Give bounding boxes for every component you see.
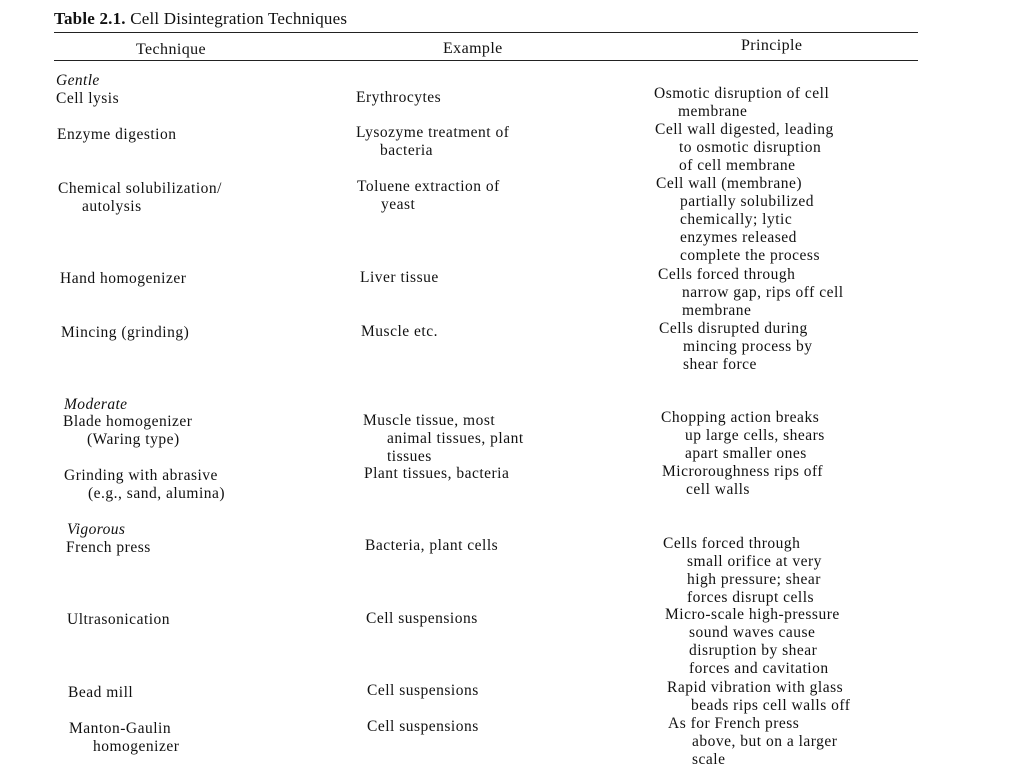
principle-line: chemically; lytic (680, 211, 793, 228)
technique-cell (69, 720, 179, 756)
technique-line: autolysis (82, 198, 142, 215)
technique-line: Blade homogenizer (63, 413, 193, 430)
principle-line: As for French press (668, 715, 800, 732)
header-rule (54, 60, 918, 61)
principle-cell (655, 121, 834, 175)
principle-line: membrane (682, 302, 752, 319)
technique-line: Mincing (grinding) (61, 324, 190, 341)
technique-cell (68, 684, 133, 702)
principle-line: enzymes released (680, 229, 797, 246)
principle-line: complete the process (680, 247, 820, 264)
technique-line: homogenizer (93, 738, 180, 755)
principle-line: of cell membrane (679, 157, 796, 174)
principle-line: beads rips cell walls off (691, 697, 851, 714)
principle-line: membrane (678, 103, 748, 120)
example-line: Muscle etc. (361, 323, 438, 340)
principle-cell (667, 679, 850, 715)
technique-line: Hand homogenizer (60, 270, 187, 287)
category-vigorous: Vigorous (67, 521, 126, 538)
principle-line: Microroughness rips off (662, 463, 824, 480)
technique-line: Chemical solubilization/ (58, 180, 222, 197)
table-number: Table 2.1. (54, 9, 126, 28)
principle-line: partially solubilized (680, 193, 815, 210)
example-cell (367, 718, 479, 736)
principle-line: forces disrupt cells (687, 589, 815, 606)
principle-cell (665, 606, 840, 678)
technique-cell (67, 611, 170, 629)
principle-line: Osmotic disruption of cell (654, 85, 830, 102)
example-line: Plant tissues, bacteria (364, 465, 510, 482)
example-cell (360, 269, 439, 287)
technique-line: Bead mill (68, 684, 134, 701)
principle-line: cell walls (686, 481, 750, 498)
principle-line: apart smaller ones (685, 445, 807, 462)
principle-line: Cells forced through (658, 266, 796, 283)
example-cell (365, 537, 498, 555)
principle-line: above, but on a larger (692, 733, 838, 750)
principle-line: small orifice at very (687, 553, 822, 570)
technique-cell (66, 539, 151, 557)
example-line: Lysozyme treatment of (356, 124, 510, 141)
example-line: Muscle tissue, most (363, 412, 496, 429)
example-cell (363, 412, 524, 466)
principle-line: Cells disrupted during (659, 320, 808, 337)
technique-line: Manton-Gaulin (69, 720, 172, 737)
technique-cell (58, 180, 222, 216)
example-line: Bacteria, plant cells (365, 537, 499, 554)
principle-cell (659, 320, 813, 374)
example-cell (356, 89, 441, 107)
example-cell (361, 323, 438, 341)
principle-cell (654, 85, 829, 121)
table-title: Cell Disintegration Techniques (130, 9, 348, 28)
example-cell (356, 124, 509, 160)
technique-line: Enzyme digestion (57, 126, 177, 143)
principle-line: Cell wall (membrane) (656, 175, 803, 192)
top-rule (54, 32, 918, 33)
technique-line: Cell lysis (56, 90, 120, 107)
technique-cell (56, 90, 119, 108)
example-line: Cell suspensions (367, 682, 479, 699)
principle-line: Cell wall digested, leading (655, 121, 834, 138)
technique-cell (61, 324, 189, 342)
example-cell (367, 682, 479, 700)
principle-line: Rapid vibration with glass (667, 679, 844, 696)
principle-line: disruption by shear (689, 642, 818, 659)
header-principle: Principle (741, 37, 803, 54)
technique-line: French press (66, 539, 151, 556)
example-line: Cell suspensions (366, 610, 478, 627)
header-technique: Technique (136, 41, 207, 58)
technique-line: Grinding with abrasive (64, 467, 218, 484)
example-line: yeast (381, 196, 416, 213)
example-cell (366, 610, 478, 628)
category-gentle: Gentle (56, 72, 100, 89)
header-example: Example (443, 40, 503, 57)
technique-cell (60, 270, 186, 288)
example-cell (364, 465, 509, 483)
table-caption (54, 10, 347, 28)
principle-line: Micro-scale high-pressure (665, 606, 840, 623)
example-line: Cell suspensions (367, 718, 479, 735)
principle-cell (662, 463, 823, 499)
technique-cell (57, 126, 177, 144)
principle-line: narrow gap, rips off cell (682, 284, 844, 301)
principle-line: to osmotic disruption (679, 139, 822, 156)
example-line: tissues (387, 448, 432, 465)
principle-line: forces and cavitation (689, 660, 829, 677)
principle-cell (663, 535, 822, 607)
principle-line: up large cells, shears (685, 427, 825, 444)
principle-line: Chopping action breaks (661, 409, 820, 426)
example-line: animal tissues, plant (387, 430, 524, 447)
principle-cell (661, 409, 825, 463)
principle-line: high pressure; shear (687, 571, 821, 588)
technique-line: (e.g., sand, alumina) (88, 485, 226, 502)
principle-line: shear force (683, 356, 757, 373)
technique-cell (64, 467, 225, 503)
technique-line: (Waring type) (87, 431, 180, 448)
technique-cell (63, 413, 192, 449)
principle-cell (658, 266, 844, 320)
example-line: Erythrocytes (356, 89, 442, 106)
category-moderate: Moderate (64, 396, 128, 413)
principle-cell (656, 175, 820, 265)
example-line: bacteria (380, 142, 434, 159)
example-cell (357, 178, 500, 214)
principle-line: sound waves cause (689, 624, 816, 641)
example-line: Liver tissue (360, 269, 439, 286)
example-line: Toluene extraction of (357, 178, 500, 195)
principle-cell (668, 715, 837, 769)
principle-line: mincing process by (683, 338, 813, 355)
technique-line: Ultrasonication (67, 611, 171, 628)
principle-line: Cells forced through (663, 535, 801, 552)
principle-line: scale (692, 751, 726, 768)
